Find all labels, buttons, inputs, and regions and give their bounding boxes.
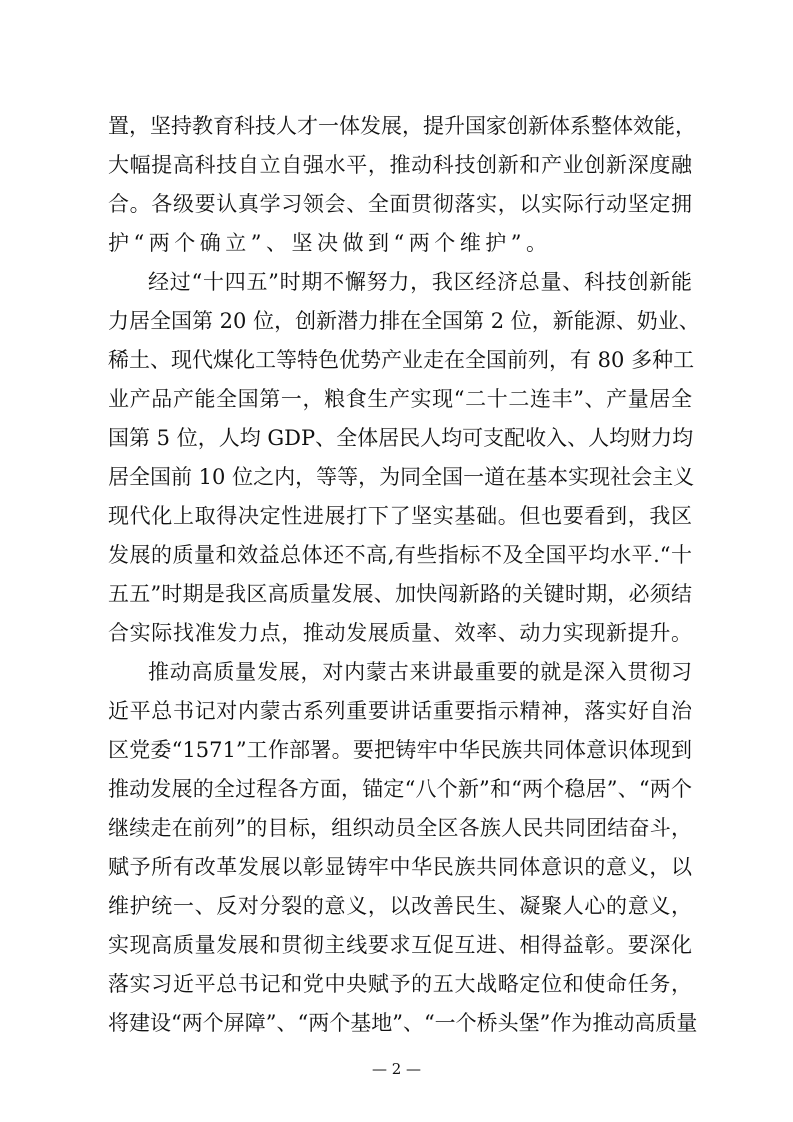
text-line: 区党委“1571”工作部署。要把铸牢中华民族共同体意识体现到 [108,738,692,762]
text-line: 护“两个确立”、坚决做到“两个维护”。 [108,231,552,255]
text-line: 赋予所有改革发展以彰显铸牢中华民族共同体意识的意义，以 [108,855,692,879]
text-line: 业产品产能全国第一，粮食生产实现“二十二连丰”、产量居全 [108,387,692,411]
body-text [108,107,700,1043]
text-line: 推动高质量发展，对内蒙古来讲最重要的就是深入贯彻习 [148,660,692,684]
text-line: 居全国前 10 位之内，等等，为同全国一道在基本实现社会主义 [108,465,695,489]
text-line: 近平总书记对内蒙古系列重要讲话重要指示精神，落实好自治 [108,699,692,723]
text-line: 继续走在前列”的目标，组织动员全区各族人民共同团结奋斗， [108,816,692,840]
text-line: 合实际找准发力点，推动发展质量、效率、动力实现新提升。 [108,621,692,645]
text-line: 发展的质量和效益总体还不高,有些指标不及全国平均水平.“十 [108,543,692,567]
text-line: 大幅提高科技自立自强水平，推动科技创新和产业创新深度融 [108,153,692,177]
text-line: 五五”时期是我区高质量发展、加快闯新路的关键时期，必须结 [108,582,692,606]
text-line: 稀土、现代煤化工等特色优势产业走在全国前列，有 80 多种工 [108,348,695,372]
text-line: 实现高质量发展和贯彻主线要求互促互进、相得益彰。要深化 [108,933,692,957]
text-line: 维护统一、反对分裂的意义，以改善民生、凝聚人心的意义， [108,894,692,918]
text-line: 现代化上取得决定性进展打下了坚实基础。但也要看到，我区 [108,504,692,528]
text-line: 置，坚持教育科技人才一体发展，提升国家创新体系整体效能， [108,114,696,138]
text-line: 将建设“两个屏障”、“两个基地”、“一个桥头堡”作为推动高质量 [108,1011,698,1035]
page-number: — 2 — [371,1060,422,1078]
text-line: 力居全国第 20 位，创新潜力排在全国第 2 位，新能源、奶业、 [108,309,700,333]
text-line: 合。各级要认真学习领会、全面贯彻落实，以实际行动坚定拥 [108,192,692,216]
text-line: 推动发展的全过程各方面，锚定“八个新”和“两个稳居”、“两个 [108,777,692,801]
text-line: 国第 5 位，人均 GDP、全体居民人均可支配收入、人均财力均 [108,426,694,450]
text-line: 经过“十四五”时期不懈努力，我区经济总量、科技创新能 [148,270,692,294]
text-line: 落实习近平总书记和党中央赋予的五大战略定位和使命任务， [108,972,692,996]
